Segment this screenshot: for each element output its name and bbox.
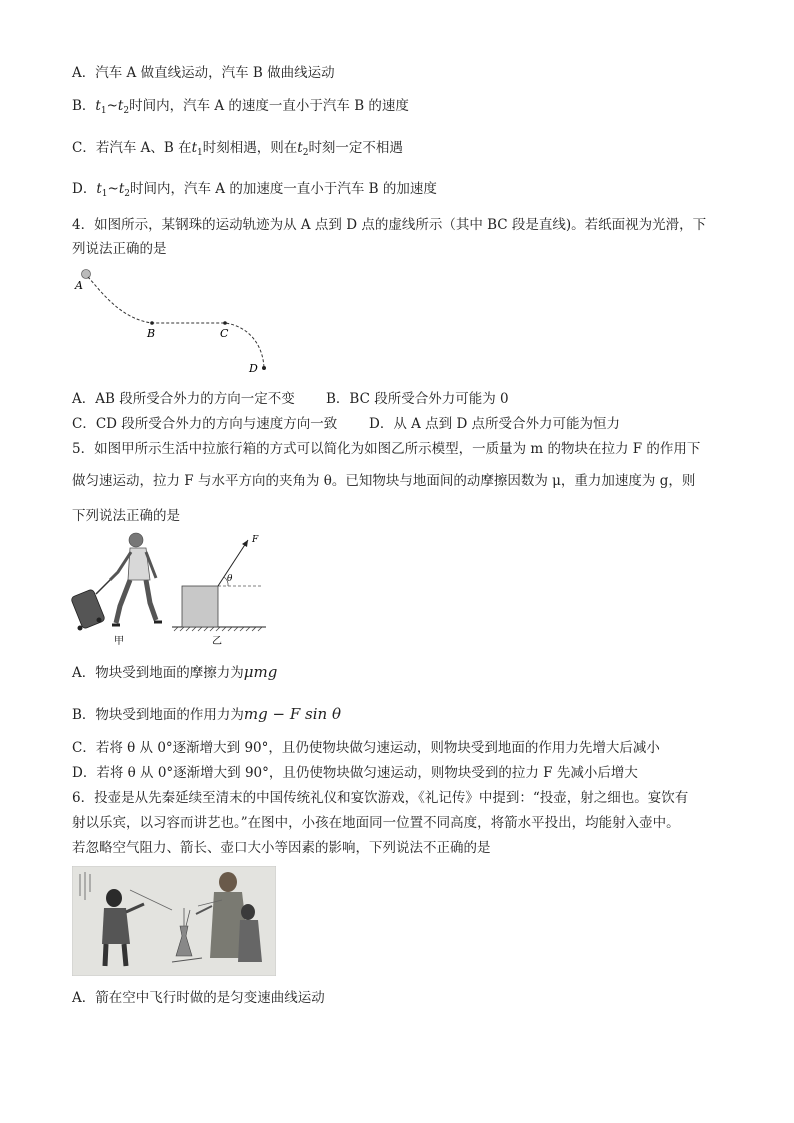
q4-stem-line1: 4．如图所示，某钢珠的运动轨迹为从 A 点到 D 点的虚线所示（其中 BC 段是直线)。若纸面视为光滑，下 bbox=[72, 217, 707, 233]
label-a: A bbox=[75, 279, 83, 292]
person-with-suitcase-icon bbox=[71, 533, 162, 631]
q3-option-d: D．$t_1\sim t_2$时间内，汽车 A 的加速度一直小于汽车 B 的加速度 bbox=[72, 181, 437, 199]
label-c: C bbox=[220, 327, 229, 340]
q5-figure bbox=[70, 528, 270, 648]
q5-option-b: B．物块受到地面的作用力为mg − F sin θ bbox=[72, 705, 341, 723]
point-b-dot bbox=[150, 321, 154, 325]
q4-option-d: D．从 A 点到 D 点所受合外力可能为恒力 bbox=[369, 416, 621, 432]
q5-stem-line2: 做匀速运动，拉力 F 与水平方向的夹角为 θ。已知物块与地面间的动摩擦因数为 μ，重力加速度为 g，则 bbox=[72, 473, 696, 489]
q5-stem-line1: 5．如图甲所示生活中拉旅行箱的方式可以简化为如图乙所示模型，一质量为 m 的物块在拉力 F 的作用下 bbox=[72, 441, 701, 457]
q3-option-a: A．汽车 A 做直线运动，汽车 B 做曲线运动 bbox=[72, 65, 335, 81]
q5-stem-line3: 下列说法正确的是 bbox=[72, 508, 180, 524]
label-theta: θ bbox=[227, 574, 233, 584]
q6-option-a: A．箭在空中飞行时做的是匀变速曲线运动 bbox=[72, 990, 325, 1006]
label-yi: 乙 bbox=[212, 636, 222, 647]
q5-option-c: C．若将 θ 从 0°逐渐增大到 90°，且仍使物块做匀速运动，则物块受到地面的作用力先增大后减小 bbox=[72, 740, 660, 756]
q5-option-a: A．物块受到地面的摩擦力为μmg bbox=[72, 663, 278, 681]
q5-option-d: D．若将 θ 从 0°逐渐增大到 90°，且仍使物块做匀速运动，则物块受到的拉力 F 先减小后增大 bbox=[72, 765, 638, 781]
q6-stem-line1: 6．投壶是从先秦延续至清末的中国传统礼仪和宴饮游戏，《礼记传》中提到：“投壶，射之细也。宴饮有 bbox=[72, 790, 689, 806]
point-d-dot bbox=[262, 366, 266, 370]
q4-option-b: B．BC 段所受合外力可能为 0 bbox=[326, 391, 509, 407]
q6-stem-line2: 射以乐宾，以习容而讲艺也。”在图中，小孩在地面同一位置不同高度，将箭水平投出，均能射入壶中。 bbox=[72, 815, 680, 831]
label-b: B bbox=[147, 327, 156, 340]
trajectory-dashed-path bbox=[88, 277, 264, 368]
label-d: D bbox=[249, 362, 258, 375]
q3-option-b: B．$t_1\sim t_2$时间内，汽车 A 的速度一直小于汽车 B 的速度 bbox=[72, 98, 409, 116]
point-c-dot bbox=[223, 321, 227, 325]
touhu-painting-image bbox=[72, 866, 276, 976]
label-jia: 甲 bbox=[114, 636, 124, 647]
steel-ball-icon bbox=[82, 270, 91, 279]
q4-option-a: A．AB 段所受合外力的方向一定不变 bbox=[72, 391, 295, 407]
q4-option-c: C．CD 段所受合外力的方向与速度方向一致 bbox=[72, 416, 338, 432]
block-model-diagram bbox=[172, 540, 266, 631]
q4-stem-line2: 列说法正确的是 bbox=[72, 241, 167, 257]
q6-stem-line3: 若忽略空气阻力、箭长、壶口大小等因素的影响，下列说法不正确的是 bbox=[72, 840, 491, 856]
q4-trajectory-figure bbox=[70, 264, 280, 376]
q3-option-c: C．若汽车 A、B 在$t_1$时刻相遇，则在$t_2$时刻一定不相遇 bbox=[72, 140, 403, 158]
label-f: F bbox=[252, 535, 259, 545]
